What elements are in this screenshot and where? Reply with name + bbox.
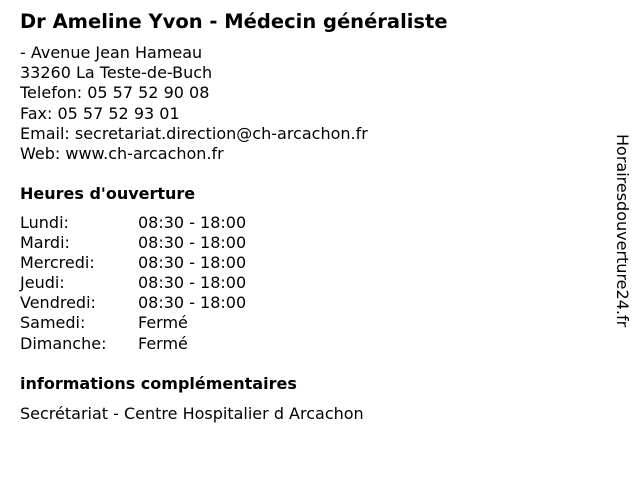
email-address: Email: secretariat.direction@ch-arcachon.fr (20, 123, 368, 143)
hours-value: 08:30 - 18:00 (138, 293, 247, 313)
hours-value: 08:30 - 18:00 (138, 213, 247, 232)
contact-details (20, 43, 368, 164)
hours-row-wednesday (20, 253, 246, 273)
day-label: Mercredi: (20, 253, 95, 273)
hours-row-sunday (20, 334, 246, 354)
hours-value: 08:30 - 18:00 (138, 233, 247, 253)
hours-value: 08:30 - 18:00 (138, 253, 247, 273)
hours-value: Fermé (138, 333, 188, 353)
street-address: - Avenue Jean Hameau (20, 43, 203, 62)
hours-row-saturday (20, 313, 246, 333)
opening-hours-heading: Heures d'ouverture (20, 184, 196, 203)
hours-row-thursday (20, 273, 246, 293)
fax-number: Fax: 05 57 52 93 01 (20, 103, 180, 123)
day-label: Jeudi: (20, 273, 65, 293)
day-label: Lundi: (20, 213, 69, 232)
day-label: Samedi: (20, 313, 86, 333)
hours-row-monday (20, 213, 246, 233)
hours-value: Fermé (138, 313, 188, 333)
opening-hours-table (20, 213, 246, 354)
day-label: Vendredi: (20, 293, 96, 313)
hours-row-friday (20, 293, 246, 313)
day-label: Dimanche: (20, 333, 107, 353)
additional-info-text: Secrétariat - Centre Hospitalier d Arcachon (20, 404, 364, 423)
day-label: Mardi: (20, 233, 70, 253)
phone-number: Telefon: 05 57 52 90 08 (20, 83, 210, 103)
additional-info-heading: informations complémentaires (20, 374, 297, 393)
city-address: 33260 La Teste-de-Buch (20, 63, 213, 83)
hours-row-tuesday (20, 233, 246, 253)
website: Web: www.ch-arcachon.fr (20, 143, 224, 163)
hours-value: 08:30 - 18:00 (138, 273, 247, 293)
page-title: Dr Ameline Yvon - Médecin généraliste (20, 10, 448, 33)
site-watermark: Horairesdouverture24.fr (613, 134, 632, 328)
